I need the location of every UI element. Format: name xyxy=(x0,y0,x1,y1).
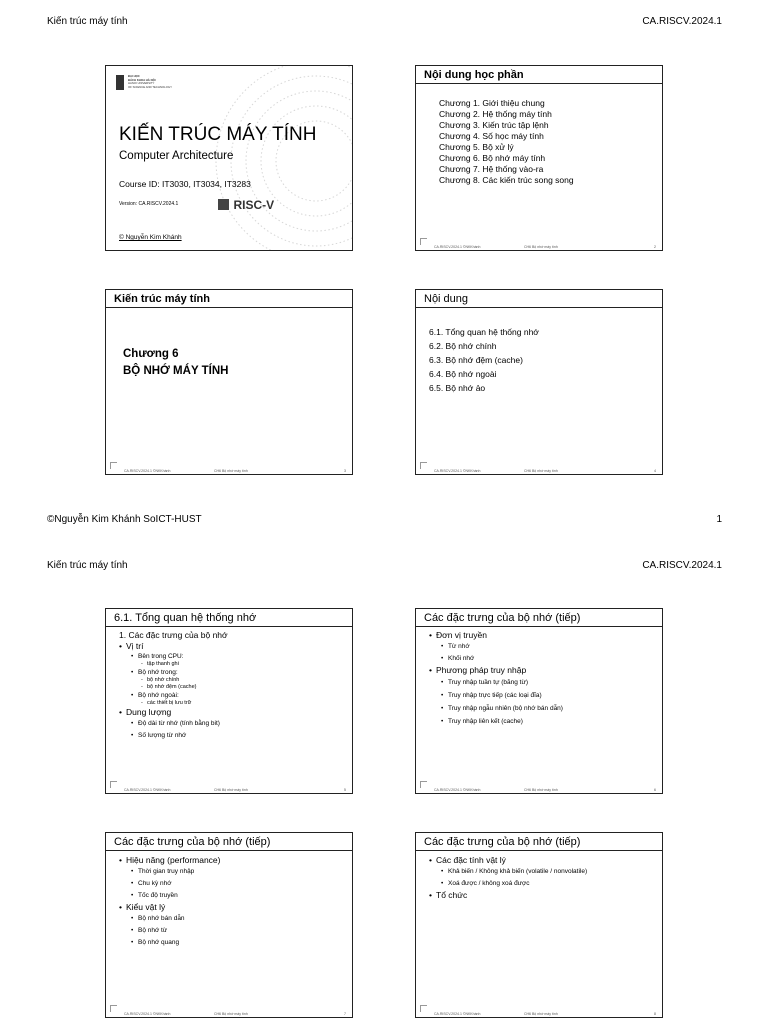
slide-footer-left: CA.RISCV.2024.1 ©NKKhánh xyxy=(124,1012,171,1016)
slide-chapter-title xyxy=(105,289,353,475)
slide-chapter-contents xyxy=(415,289,663,475)
slide-corner-mark xyxy=(420,781,427,788)
section-list xyxy=(429,325,539,395)
slide-corner-mark xyxy=(110,1005,117,1012)
slide-footer-left: CA.RISCV.2024.1 ©NKKhánh xyxy=(434,1012,481,1016)
slide-title: Các đặc trưng của bộ nhớ (tiếp) xyxy=(424,612,581,624)
slide-footer-middle: CH6 Bộ nhớ máy tính xyxy=(524,788,558,792)
list-item: Chương 2. Hệ thống máy tính xyxy=(439,109,552,119)
list-item: • Số lượng từ nhớ xyxy=(119,730,228,742)
section-heading: 1. Các đặc trưng của bộ nhớ xyxy=(119,630,228,640)
title-divider xyxy=(416,850,662,851)
list-item: Chương 1. Giới thiệu chung xyxy=(439,98,545,108)
list-item: • Độ dài từ nhớ (tính bằng bit) xyxy=(119,718,228,730)
list-item: Chương 8. Các kiến trúc song song xyxy=(439,175,574,185)
slide-number: 7 xyxy=(344,1012,346,1016)
slide-footer-left: CA.RISCV.2024.1 ©NKKhánh xyxy=(434,788,481,792)
page-header-left: Kiến trúc máy tính xyxy=(47,560,128,571)
university-logo xyxy=(116,75,124,90)
page-footer-left: ©Nguyễn Kim Khánh SoICT-HUST xyxy=(47,514,202,525)
slide-footer-middle: CH6 Bộ nhớ máy tính xyxy=(524,1012,558,1016)
list-item: • Tốc độ truyền xyxy=(119,890,221,902)
riscv-mark-icon xyxy=(218,199,229,210)
title-divider xyxy=(416,83,662,84)
page-header-left: Kiến trúc máy tính xyxy=(47,16,128,27)
version: Version: CA.RISCV.2024.1 xyxy=(119,201,179,207)
list-item: - tập thanh ghi xyxy=(119,661,228,668)
slide-cover xyxy=(105,65,353,251)
logo-line: ĐẠI HỌC xyxy=(128,74,140,78)
list-item: Chương 6. Bộ nhớ máy tính xyxy=(439,153,546,163)
cover-author: © Nguyễn Kim Khánh xyxy=(119,234,182,241)
list-item: Chương 5. Bộ xử lý xyxy=(439,142,514,152)
list-item: • Truy nhập trực tiếp (các loại đĩa) xyxy=(429,689,563,702)
slide-footer-middle: CH6 Bộ nhớ máy tính xyxy=(214,788,248,792)
slide-number: 5 xyxy=(344,788,346,792)
list-item: 6.2. Bộ nhớ chính xyxy=(429,341,497,351)
chapter-number: Chương 6 xyxy=(123,348,179,360)
slide-title: Nội dung học phần xyxy=(424,69,524,81)
list-item: • Bộ nhớ quang xyxy=(119,937,221,949)
slide-memory-overview xyxy=(105,608,353,794)
slide-corner-mark xyxy=(110,781,117,788)
logo-line: BÁCH KHOA HÀ NỘI xyxy=(128,77,156,82)
list-item: • Bên trong CPU: xyxy=(119,652,228,661)
slide-footer-left: CA.RISCV.2024.1 ©NKKhánh xyxy=(124,469,171,473)
list-item: • Tổ chức xyxy=(429,890,587,901)
list-item: • Bộ nhớ ngoài: xyxy=(119,691,228,700)
slide-corner-mark xyxy=(110,462,117,469)
slide-title: Nội dung xyxy=(424,293,469,305)
slide-corner-mark xyxy=(420,1005,427,1012)
slide-footer-middle: CH6 Bộ nhớ máy tính xyxy=(524,469,558,473)
list-item: • Truy nhập liên kết (cache) xyxy=(429,715,563,728)
slide-title: 6.1. Tổng quan hệ thống nhớ xyxy=(114,612,257,624)
list-item: • Khả biến / Không khả biến (volatile / nonvolatile) xyxy=(429,866,587,878)
slide-title: Kiến trúc máy tính xyxy=(114,293,210,305)
slide-memory-characteristics-4 xyxy=(415,832,663,1018)
list-item: • Bộ nhớ bán dẫn xyxy=(119,913,221,925)
list-item: Chương 7. Hệ thống vào-ra xyxy=(439,164,544,174)
list-item: • Vị trí xyxy=(119,641,228,652)
list-item: • Bộ nhớ trong: xyxy=(119,668,228,677)
title-divider xyxy=(416,307,662,308)
title-divider xyxy=(416,626,662,627)
cover-title: KIẾN TRÚC MÁY TÍNH xyxy=(119,124,317,145)
bullet-list xyxy=(119,855,221,949)
slide-memory-characteristics-3 xyxy=(105,832,353,1018)
bullet-list xyxy=(429,855,587,901)
list-item: - các thiết bị lưu trữ xyxy=(119,700,228,707)
list-item: - bộ nhớ chính xyxy=(119,677,228,684)
list-item: - bộ nhớ đệm (cache) xyxy=(119,684,228,691)
list-item: • Truy nhập ngẫu nhiên (bộ nhớ bán dẫn) xyxy=(429,702,563,715)
bullet-list xyxy=(429,630,563,728)
list-item: • Từ nhớ xyxy=(429,641,563,653)
list-item: • Truy nhập tuần tự (băng từ) xyxy=(429,676,563,689)
title-divider xyxy=(106,850,352,851)
list-item: 6.3. Bộ nhớ đệm (cache) xyxy=(429,355,523,365)
list-item: • Phương pháp truy nhập xyxy=(429,665,563,676)
riscv-logo xyxy=(218,196,274,214)
list-item: • Chu kỳ nhớ xyxy=(119,878,221,890)
list-item: • Hiệu năng (performance) xyxy=(119,855,221,866)
slide-number: 2 xyxy=(654,245,656,249)
slide-number: 3 xyxy=(344,469,346,473)
logo-line: HANOI UNIVERSITY xyxy=(128,81,155,86)
title-divider xyxy=(106,307,352,308)
list-item: 6.4. Bộ nhớ ngoài xyxy=(429,369,497,379)
chapter-list xyxy=(439,98,574,186)
slide-number: 6 xyxy=(654,788,656,792)
title-divider xyxy=(106,626,352,627)
list-item: • Xoá được / không xoá được xyxy=(429,878,587,890)
slide-number: 8 xyxy=(654,1012,656,1016)
slide-number: 4 xyxy=(654,469,656,473)
list-item: 6.1. Tổng quan hệ thống nhớ xyxy=(429,327,539,337)
page-header-right: CA.RISCV.2024.1 xyxy=(642,560,722,571)
cover-subtitle: Computer Architecture xyxy=(119,150,234,162)
slide-memory-characteristics-2 xyxy=(415,608,663,794)
university-name xyxy=(128,75,172,89)
page-number: 1 xyxy=(716,514,722,525)
list-item: Chương 3. Kiến trúc tập lệnh xyxy=(439,120,549,130)
list-item: 6.5. Bộ nhớ ảo xyxy=(429,383,486,393)
slide-title: Các đặc trưng của bộ nhớ (tiếp) xyxy=(424,836,581,848)
slide-corner-mark xyxy=(420,238,427,245)
riscv-wordmark: RISC-V xyxy=(233,197,275,212)
slide-footer-left: CA.RISCV.2024.1 ©NKKhánh xyxy=(124,788,171,792)
slide-corner-mark xyxy=(420,462,427,469)
slide-footer-left: CA.RISCV.2024.1 ©NKKhánh xyxy=(434,245,481,249)
page-header-right: CA.RISCV.2024.1 xyxy=(642,16,722,27)
slide-footer-middle: CH6 Bộ nhớ máy tính xyxy=(214,1012,248,1016)
list-item: • Dung lượng xyxy=(119,707,228,718)
chapter-name: BỘ NHỚ MÁY TÍNH xyxy=(123,365,229,377)
slide-footer-left: CA.RISCV.2024.1 ©NKKhánh xyxy=(434,469,481,473)
logo-line: OF SCIENCE AND TECHNOLOGY xyxy=(128,84,172,89)
list-item: • Khối nhớ xyxy=(429,653,563,665)
list-item: Chương 4. Số học máy tính xyxy=(439,131,544,141)
slide-course-contents xyxy=(415,65,663,251)
slide-footer-middle: CH6 Bộ nhớ máy tính xyxy=(524,245,558,249)
list-item: • Kiểu vật lý xyxy=(119,902,221,913)
bullet-list xyxy=(119,630,228,742)
list-item: • Bộ nhớ từ xyxy=(119,925,221,937)
slide-footer-middle: CH6 Bộ nhớ máy tính xyxy=(214,469,248,473)
course-id: Course ID: IT3030, IT3034, IT3283 xyxy=(119,179,251,189)
list-item: • Đơn vị truyền xyxy=(429,630,563,641)
slide-title: Các đặc trưng của bộ nhớ (tiếp) xyxy=(114,836,271,848)
list-item: • Các đặc tính vật lý xyxy=(429,855,587,866)
list-item: • Thời gian truy nhập xyxy=(119,866,221,878)
